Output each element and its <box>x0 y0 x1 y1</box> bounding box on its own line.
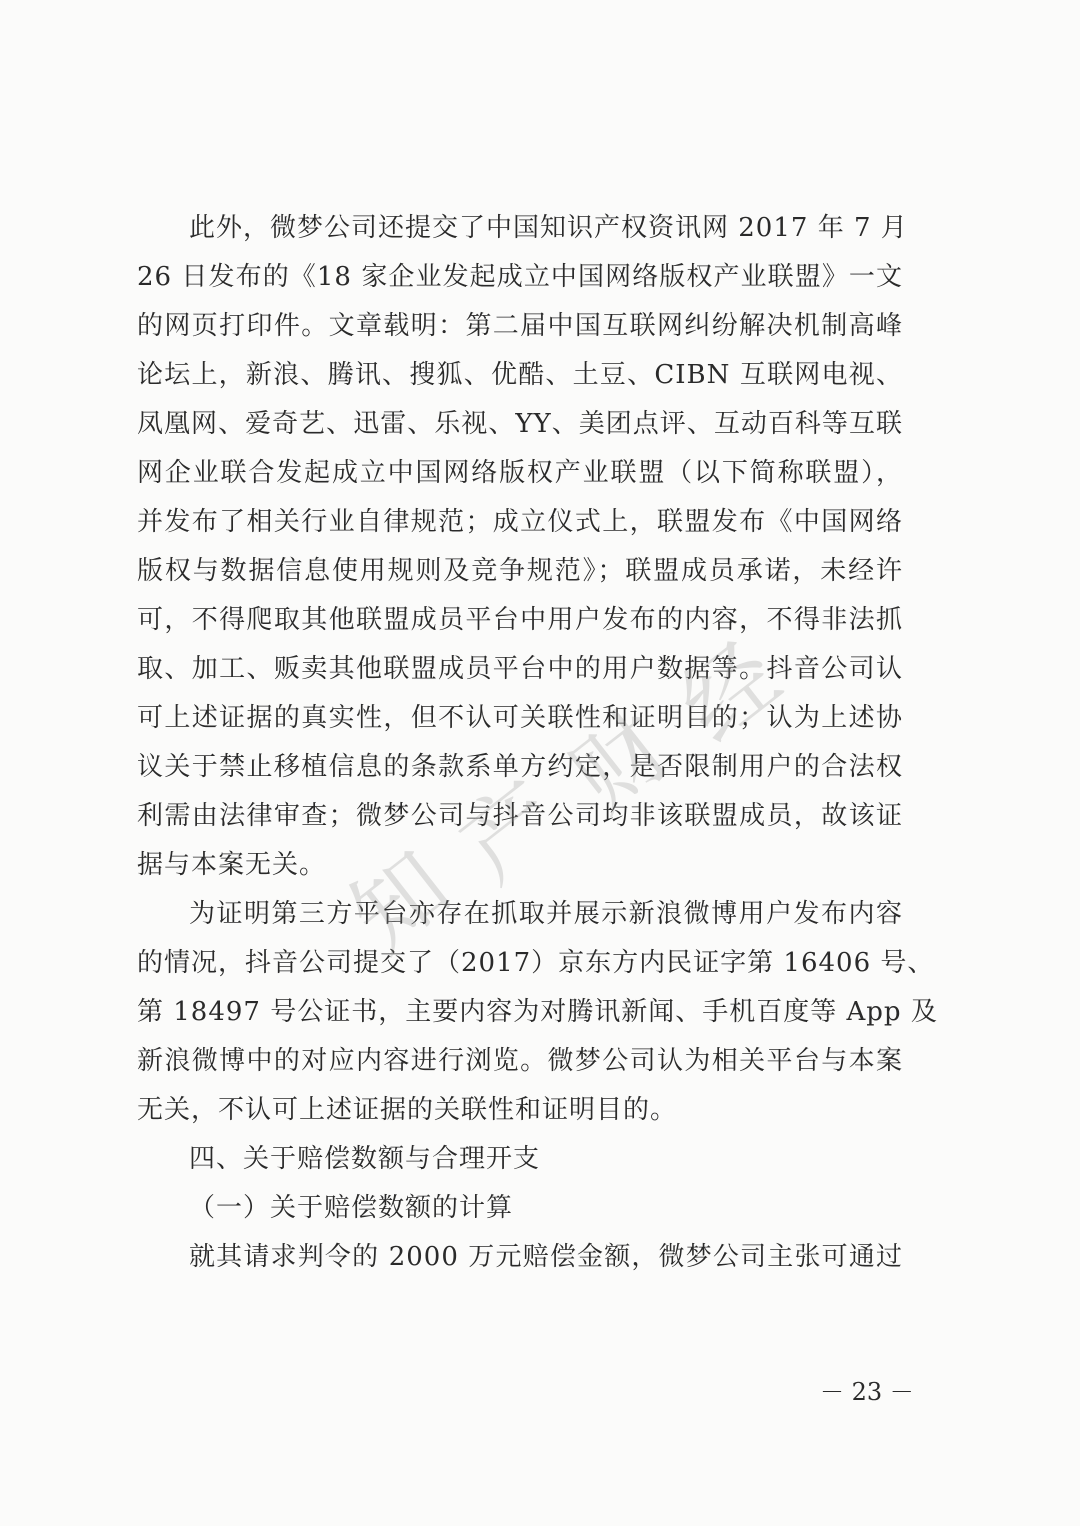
watermark-char: 产 <box>441 761 580 903</box>
text-line: 并发布了相关行业自律规范；成立仪式上，联盟发布《中国网络 <box>137 507 903 537</box>
text-line: 26 日发布的《18 家企业发起成立中国网络版权产业联盟》一文 <box>137 262 903 292</box>
text-line: 的网页打印件。文章载明：第二届中国互联网纠纷解决机制高峰 <box>137 311 903 341</box>
text-line: 利需由法律审查；微梦公司与抖音公司均非该联盟成员，故该证 <box>137 801 903 831</box>
text-line: 此外，微梦公司还提交了中国知识产权资讯网 2017 年 7 月 <box>189 213 908 243</box>
text-line: 议关于禁止移植信息的条款系单方约定，是否限制用户的合法权 <box>137 752 903 782</box>
text-line: 凤凰网、爱奇艺、迅雷、乐视、YY、美团点评、互动百科等互联 <box>137 409 903 439</box>
text-line: 新浪微博中的对应内容进行浏览。微梦公司认为相关平台与本案 <box>137 1046 903 1076</box>
text-line: 就其请求判令的 2000 万元赔偿金额，微梦公司主张可通过 <box>189 1242 903 1272</box>
text-line: 论坛上，新浪、腾讯、搜狐、优酷、土豆、CIBN 互联网电视、 <box>137 360 903 390</box>
watermark-char: 知 <box>331 831 470 973</box>
text-line: 取、加工、贩卖其他联盟成员平台中的用户数据等。抖音公司认 <box>137 654 903 684</box>
section-heading: 四、关于赔偿数额与合理开支 <box>189 1144 541 1174</box>
text-line: 网企业联合发起成立中国网络版权产业联盟（以下简称联盟）， <box>137 458 903 488</box>
watermark-char: 财 <box>551 691 690 833</box>
text-line: 据与本案无关。 <box>137 850 327 880</box>
page-number: － 23 － <box>820 1378 914 1406</box>
text-line: 可上述证据的真实性，但不认可关联性和证明目的；认为上述协 <box>137 703 903 733</box>
text-line: 可，不得爬取其他联盟成员平台中用户发布的内容，不得非法抓 <box>137 605 903 635</box>
text-line: 的情况，抖音公司提交了（2017）京东方内民证字第 16406 号、 <box>137 948 935 978</box>
text-line: 第 18497 号公证书，主要内容为对腾讯新闻、手机百度等 App 及 <box>137 997 938 1027</box>
text-line: 无关，不认可上述证据的关联性和证明目的。 <box>137 1095 678 1125</box>
watermark-char: 经 <box>661 621 800 763</box>
text-line: 为证明第三方平台亦存在抓取并展示新浪微博用户发布内容 <box>189 899 903 929</box>
body-text <box>137 204 938 1282</box>
subsection-heading: （一）关于赔偿数额的计算 <box>189 1193 514 1223</box>
text-line: 版权与数据信息使用规则及竞争规范》；联盟成员承诺，未经许 <box>137 556 903 586</box>
